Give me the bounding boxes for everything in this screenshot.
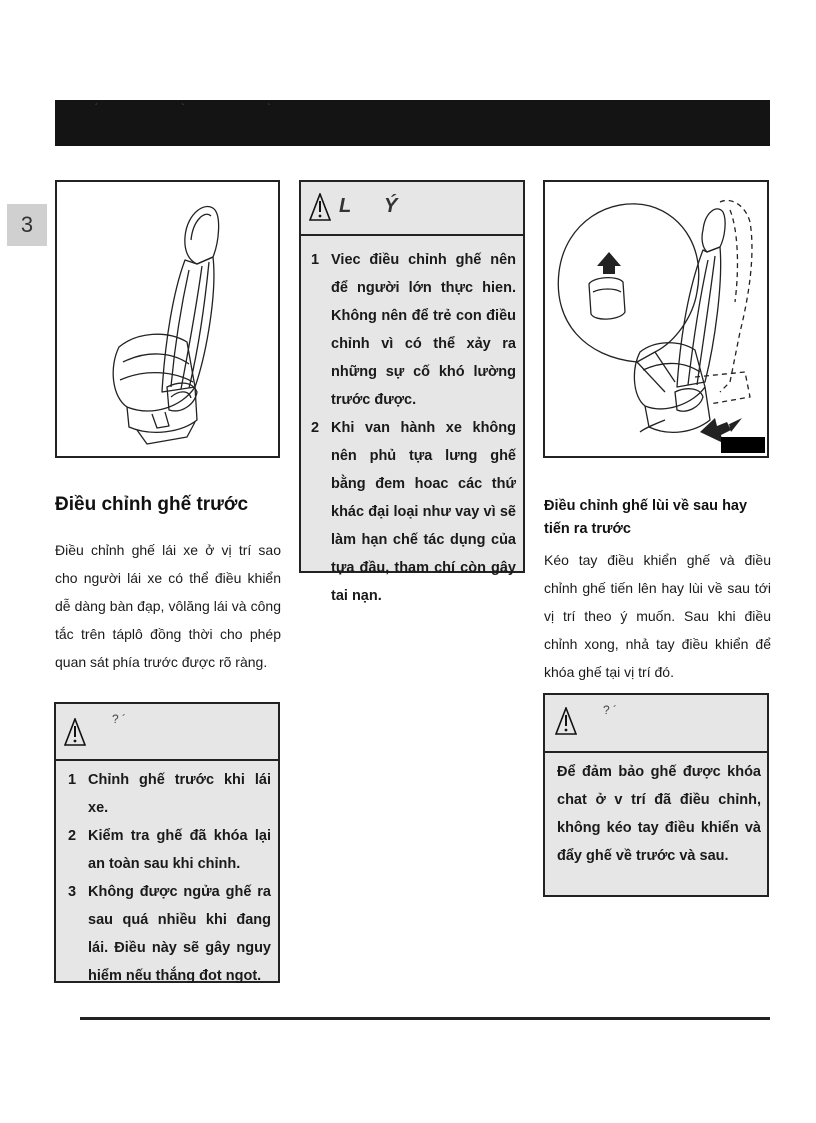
- seat-slide-illustration: [545, 182, 767, 456]
- warning-header-marks: ? ´: [603, 703, 618, 717]
- front-seat-paragraph: Điều chỉnh ghế lái xe ở vị trí sao cho người lái xe có thể điều khiển dễ dàng bàn đạp, vôlăng lái và công tắc trên táplô đồng thời cho phép quan sát phía trước được rõ ràng.: [55, 542, 281, 670]
- warning-triangle-icon: [555, 707, 577, 740]
- note-box-header: [301, 182, 523, 236]
- note-title-y: Ý: [384, 195, 398, 217]
- warning-box-left: [54, 702, 280, 983]
- warning-triangle-icon: [64, 718, 86, 751]
- chapter-tab: 3: [7, 204, 47, 246]
- section-title-front-seat: Điều chỉnh ghế trước: [55, 494, 249, 515]
- seat-slide-figure: [543, 180, 769, 458]
- list-item: 2 Kiểm tra ghế đã khóa lại an toàn sau khi chỉnh.: [68, 828, 271, 872]
- note-box-center: [299, 180, 525, 604]
- note-title-l: L: [339, 195, 352, 217]
- list-item: 1 Viec điều chỉnh ghế nên để người lớn thực hien. Không nên để trẻ con điều chỉnh vì có thể xảy ra những sự cố khó lường trước được.: [311, 252, 516, 408]
- figure-label-box: [721, 437, 765, 453]
- warning-header-marks: ? ´: [112, 712, 127, 726]
- warning-box-header: [545, 695, 767, 753]
- header-marks: ´ ` `: [95, 103, 311, 114]
- front-seat-figure: [55, 180, 280, 458]
- list-item: 2 Khi van hành xe không nên phủ tựa lưng ghế bằng đem hoac các thứ khác đại loại như vay vì sẽ làm hạn chế tác dụng của tựa đầu, tham chí còn gây tai nạn.: [311, 420, 516, 604]
- warning-text: Để đảm bảo ghế được khóa chat ở v trí đã điều chỉnh, không kéo tay điều khiển và đẩy ghế về trước và sau.: [557, 764, 761, 864]
- warning-list: [68, 766, 271, 990]
- section-title-seat-slide: Điều chỉnh ghế lùi về sau hay tiến ra trước: [544, 498, 748, 537]
- seat-slide-paragraph: Kéo tay điều khiển ghế và điều chỉnh ghế tiến lên hay lùi về sau tới vị trí theo ý muốn. Sau khi điều chỉnh xong, nhả tay điều khiển để khóa ghế tại vị trí đó.: [544, 552, 771, 680]
- warning-triangle-icon: [309, 193, 331, 226]
- note-list: [311, 246, 516, 610]
- seat-illustration: [57, 182, 278, 456]
- warning-box-right: [543, 693, 769, 897]
- list-item: 3 Không được ngửa ghế ra sau quá nhiều khi đang lái. Điều này sẽ gây nguy hiểm nếu thắng đot ngot.: [68, 884, 271, 984]
- warning-box-header: [56, 704, 278, 761]
- footer-rule: [80, 1017, 770, 1020]
- list-item: 1 Chỉnh ghế trước khi lái xe.: [68, 772, 271, 816]
